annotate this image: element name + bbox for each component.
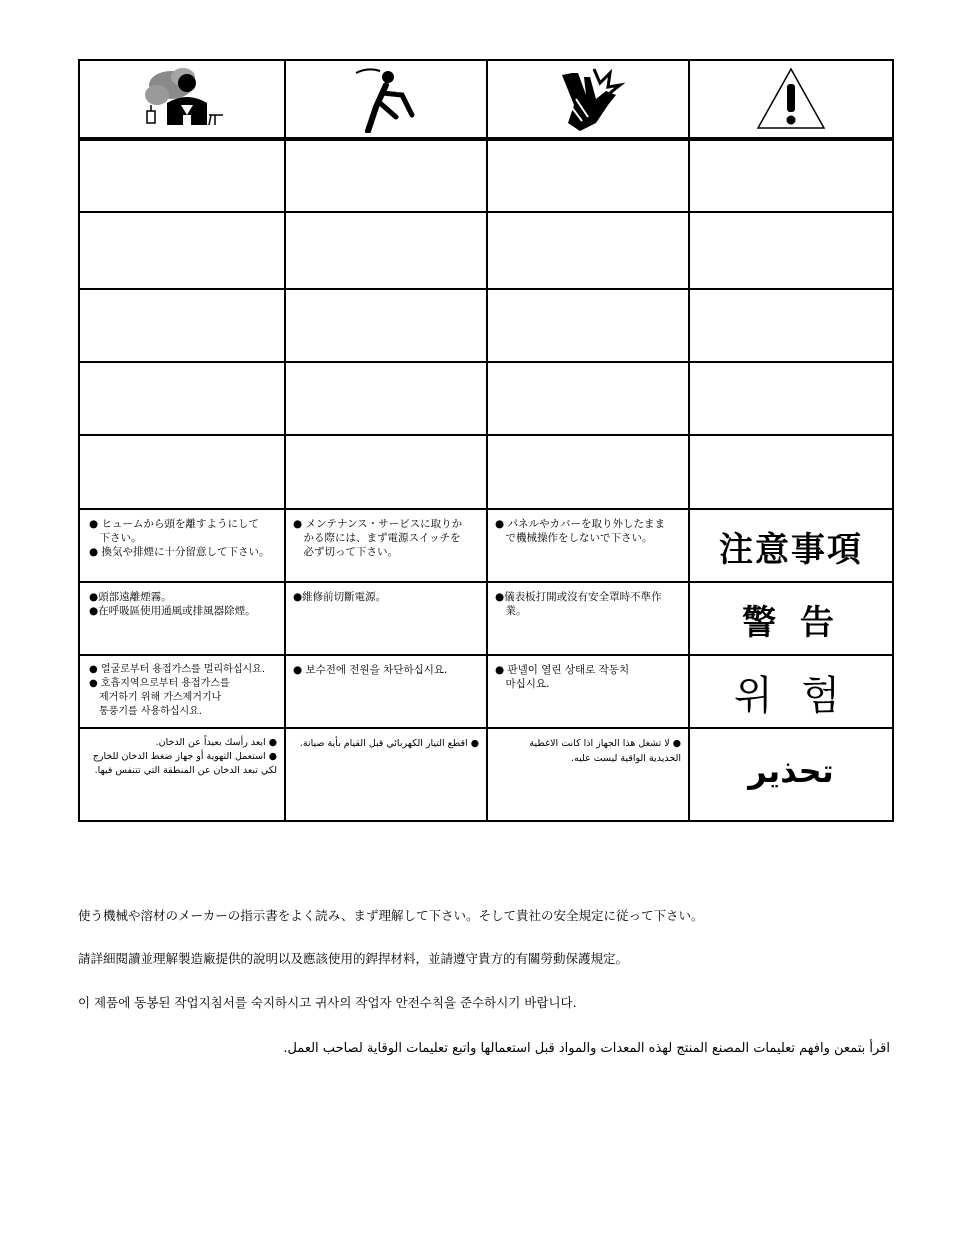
row-divider [80,211,892,213]
moving-parts-warning-text: ● 판넬이 열린 상태로 작동치 마십시요. [495,664,630,690]
footer-instruction-chinese: 請詳細閱讀並理解製造廠提供的說明以及應該使用的銲捍材料，並請遵守貴方的有關勞動保護規定。 [78,951,629,966]
shock-warning-text: ● اقطع التيار الكهربائي قبل القيام بأية صيانة. [299,738,479,749]
footer-instruction-japanese: 使う機械や溶材のメーカーの指示書をよく読み、まず理解して下さい。そして貴社の安全規定に従って下さい。 [78,908,704,923]
fume-inhalation-icon [80,61,284,137]
row-divider [80,581,892,583]
fumes-warning-text: ● ヒュームから頭を離すようにして 下さい。 ● 換気や排煙に十分留意して下さい。 [89,518,270,558]
fumes-warning-text: ● ابعد رأسك بعيداً عن الدخان. ● استعمل التهوية أو جهاز ضغط الدخان للخارج لكي تبعد الدخان عن المنطقة التي تتنفس فيها. [92,737,277,776]
row-divider [80,288,892,290]
row-divider [80,508,892,510]
footer-instruction-arabic: اقرأ بتمعن وافهم تعليمات المصنع المنتج لهذه المعدات والمواد قبل استعمالها واتبع تعليمات الوقاية لصاحب العمل. [283,1041,890,1056]
warning-label: 注意事項 [719,530,863,570]
safety-warning-table [78,59,894,822]
row-divider [80,361,892,363]
row-divider [80,434,892,436]
caution-exclamation-icon [690,61,892,137]
warning-label: 警 告 [742,603,840,643]
electric-shock-icon [286,61,486,137]
header-divider [80,137,892,141]
warning-label: 위 험 [734,673,848,719]
shock-warning-text: ● 보수전에 전원을 차단하십시요. [293,664,448,676]
shock-warning-text: ● メンテナンス・サービスに取りか かる際には、まず電源スイッチを 必ず切って下さい。 [293,518,463,558]
row-divider [80,654,892,656]
shock-warning-text: ●維修前切斷電源。 [293,591,387,603]
footer-instruction-korean: 이 제품에 동봉된 작업지침서를 숙지하시고 귀사의 작업자 안전수칙을 준수하시기 바랍니다. [78,995,577,1010]
moving-parts-warning-text: ● لا تشغل هذا الجهاز اذا كانت الاغطية الحديدية الواقية ليست عليه. [529,738,681,764]
moving-parts-warning-text: ● パネルやカバーを取り外したまま で機械操作をしないで下さい。 [495,518,665,544]
moving-parts-warning-text: ●儀表板打開或沒有安全罩時不準作 業。 [495,591,662,617]
fumes-warning-text: ● 얼굴로부터 용접가스를 멀리하십시요. ● 호흡지역으로부터 용접가스를 제거하기 위해 가스제거기나 통풍기를 사용하십시요. [89,664,266,717]
warning-label: تحذير [748,752,834,790]
moving-parts-hand-icon [488,61,688,137]
row-divider [80,727,892,729]
fumes-warning-text: ●頭部遠離煙霧。 ●在呼吸區使用通風或排風器除煙。 [89,591,256,617]
